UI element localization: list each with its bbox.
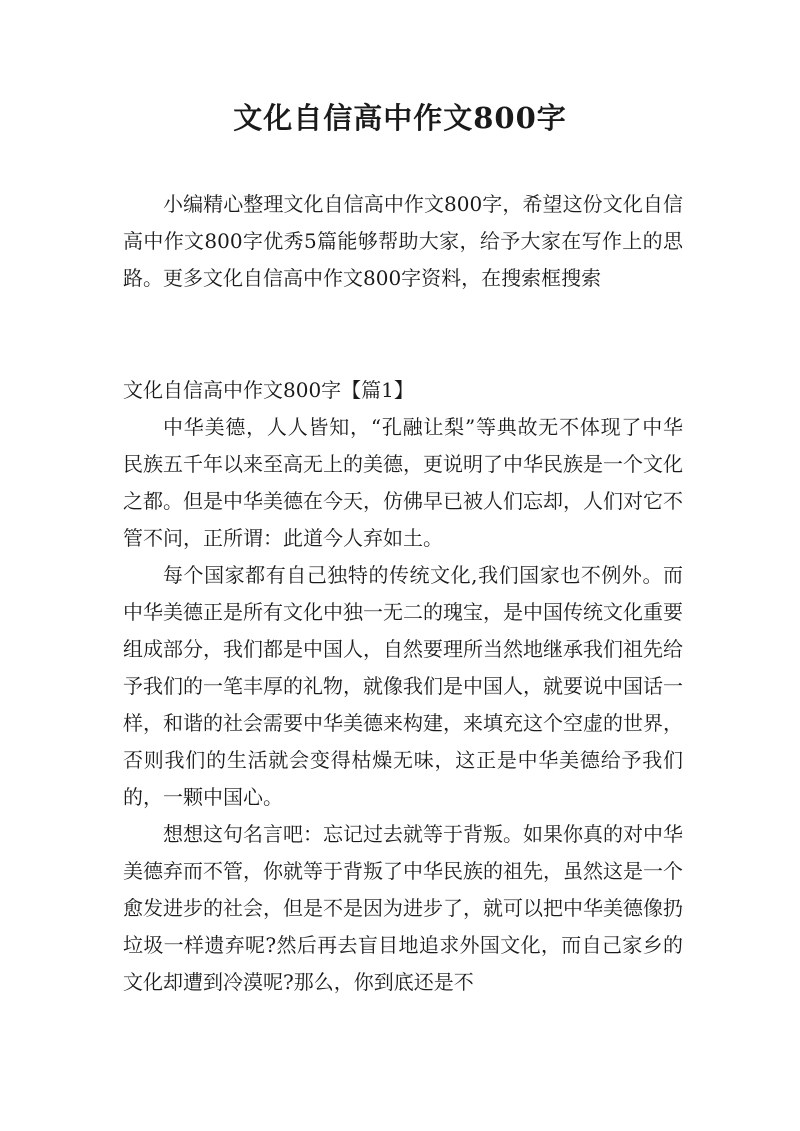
section-heading: 文化自信高中作文800字【篇1】 [123, 378, 414, 402]
intro-paragraph: 小编精心整理文化自信高中作文800字，希望这份文化自信高中作文800字优秀5篇能够帮助大家，给予大家在写作上的思路。更多文化自信高中作文800字资料，在搜索框搜索 [123, 192, 683, 290]
essay-body [123, 409, 683, 1001]
essay-paragraph-1: 中华美德，人人皆知，“孔融让梨”等典故无不体现了中华民族五千年以来至高无上的美德，更说明了中华民族是一个文化之都。但是中华美德在今天，仿佛早已被人们忘却，人们对它不管不问，正所谓：此道今人弃如土。 [123, 415, 683, 550]
document-title: 文化自信高中作文800字 [233, 101, 567, 135]
essay-paragraph-2: 每个国家都有自己独特的传统文化,我们国家也不例外。而中华美德正是所有文化中独一无二的瑰宝，是中国传统文化重要组成部分，我们都是中国人，自然要理所当然地继承我们祖先给予我们的一笔丰厚的礼物，就像我们是中国人，就要说中国话一样，和谐的社会需要中华美德来构建，来填充这个空虚的世界，否则我们的生活就会变得枯燥无味，这正是中华美德给予我们的，一颗中国心。 [123, 563, 683, 809]
essay-paragraph-3: 想想这句名言吧：忘记过去就等于背叛。如果你真的对中华美德弃而不管，你就等于背叛了中华民族的祖先，虽然这是一个愈发进步的社会，但是不是因为进步了，就可以把中华美德像扔垃圾一样遗弃呢?然后再去盲目地追求外国文化，而自己家乡的文化却遭到冷漠呢?那么，你到底还是不 [123, 822, 683, 994]
